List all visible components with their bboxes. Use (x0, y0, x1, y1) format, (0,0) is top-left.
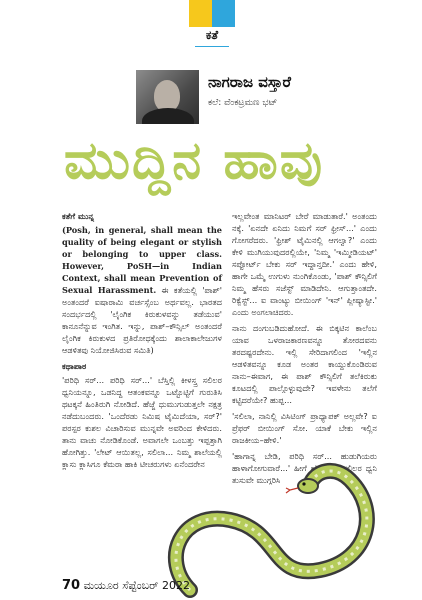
intro-paragraph (62, 224, 222, 356)
tag-underline (195, 46, 229, 47)
story-paragraph-2: ನಾನು ದಂಗುಬಡಿದುಹೋದೆ. ಈ ಬಿಕ್ಕಟಿನ ಕಾಲೆಂಬ ಯಾವ ಒಳರಾಜಕಾರಣವನ್ನೂ ತೋರದವನು ತರದಷ್ಟರದೇನು. ಇಲ್ಲಿ ಸೇರಿದಾಗಲಿಂದ 'ಇಲ್ಲಿನ ಆಡಳಿತವನ್ನೂ ಕೂಡ ಅಂತರ ಕಾಯ್ದುಕೊಂಡಿರುವ ನಾನು–ಈವಾಗ, ಈ ಪಾಶ್ ಕೌನ್ಸಿಲಿಗೆ ತಲೆಕಿರುಕು ಕೂಟದಲ್ಲಿ ಪಾಲ್ಗೊಳ್ಳುವುದೇ? ಇವಳೇನು ತಲೆಗೆ ಕಟ್ಟಿದರೆಯೇ? ಹುಪ್ಪ... (232, 323, 377, 405)
page-number: 70 (62, 578, 81, 593)
tag-yellow-square (189, 0, 212, 27)
author-name: ನಾಗರಾಜ ವಸ್ತಾರೆ (208, 73, 291, 91)
section-label: ಕತೆ (205, 28, 219, 42)
author-photo (136, 70, 199, 124)
story-title: ಮುದ್ದಿನ ಹಾವು (64, 131, 325, 191)
left-column (62, 210, 222, 474)
section-tag (189, 0, 235, 54)
story-paragraph-1: ಇಲ್ಲವೇಂತ ಮಾನಿಟರ್ ಬೇರೆ ಮಾಡುತಾರೆ.' ಅಂತಂದು ನಕ್ಕೆ. 'ಏನದೇ ಏನಿದು ನಿಮಗೆ ಸರ್ ಫ್ರೀಸ್...' ಎಂದು ಗೋಗರೆದರು. 'ಫ್ರೀಶ್ ಟೈಮಿನಲ್ಲಿ ಆಗಲ್ವಾ?' ಎಂದು ಕೇಳಿ ಮುಗಿಯುವುದರಲ್ಲಿಯೇ, 'ನಿಮ್ಮ 'ಇಮ್ಮೀಡಿಯಟ್' ಸಪ್ಪೋರ್ಟ್ ಬೇಕು ಸರ್ ಇದ್ದಾನ್ತದೀ.' ಎಂದು ಹೇಳಿ, ಹಾಗೇ ಒಮ್ಮೆ ಉಗುಳು ನುಂಗಿಕೊಂಡು, 'ಪಾಶ್ ಕೌನ್ಸಿಲಿಗೆ ನಿಮ್ಮ ಹೆಸರು ಸಜೆಸ್ಟ್ ಮಾಡಿದೇನಿ. ಆಗುತ್ತಾಂತದೇ. ರಿಕ್ವೆಸ್ಟ್... ಐ ವಾಂಟ್ಯು ಬೀಯಿಂಗ್ 'ಇನ್' ಪ್ಲೀಷ್ಯಾಸ್ಟೀ.' ಎಂದು ಅಂಗಲಾಚಿದರು. (232, 211, 377, 317)
story-paragraph-3: 'ಸಲಿಲಾ, ನಾನಿಲ್ಲಿ ವಿಸಿಟಿಂಗ್ ಪ್ರಾಧ್ಯಾಪಕ್ ಅಲ್ಲವೇ? ಐ ಪ್ರೆಫರ್ ಬೀಯಿಂಗ್ ಸೋ. ಯಾಕೆ ಬೇಕು ಇಲ್ಲಿನ ರಾಜಕೀಯ–ಹೇಳಿ.' (232, 411, 377, 445)
issue-date: ಸೆಪ್ಟೆಂಬರ್ 2022 (122, 579, 190, 592)
story-paragraph-4: 'ಹಾಗಾನ್ನ ಬೇಡಿ, ಪರಿಧಿ ಸರ್... ಹುಡುಗಿಯರು ಹಾಳಾಗೋಗುವಾರೆ...' ಹೀಗೆ ಹೇಳುವಾಗ ಸಲಿಲರ ಧ್ವನಿ ತುಸುವೇ ಮುಗ್ಗರಿಸಿ (232, 451, 377, 485)
illustrator-credit: ಕಲೆ: ವೆಂಕಟ್ರಮಣ ಭಟ್ (208, 98, 278, 108)
page-folio (62, 578, 190, 593)
tag-blue-square (212, 0, 235, 27)
magazine-name: ಮಯೂರ (83, 579, 119, 592)
intro-english: (Posh, in general, shall mean the quality of being elegant or stylish or belonging to upper class. However, PoSH—in Indian Context, shall mean Prevention of Sexual Harassment. (62, 225, 222, 295)
snake-illustration (150, 440, 400, 600)
story-body-left: 'ಪರಿಧಿ ಸರ್... ಪರಿಧಿ ಸರ್...' ಬೆಸ್ತಿಲ್ಲಿ ಕೀಳಸ್ತ್ರ ಸಲಿಲರ ಧ್ವನಿಯನ್ನೂ, ಒಡನಿದ್ದ ಆತಂಕವನ್ನೂ ಒಟ್ಟೊಟ್ಟಿಗೆ ಗುರುತಿಸಿ ಥಟಕ್ಕನೆ ಹಿಂತಿರುಗಿ ನೋಡಿದೆ. ಹೆಜ್ಜೆ ಧುಮುಗುಡುತ್ತಲೇ ನಕ್ಷತ್ರ ನಡೆದುಬಂದರು. 'ಒಂದೆರಡು ನಿಮಿಷ ಟೈಮಿದೆಯಾ, ಸರ್?' ಪರಸ್ಪರ ಕುಶಲ ವಿಚಾರಿಸುವ ಮುನ್ನವೇ ಅವರಿಂದ ಕೇಳಿದರು. ತಾನು ವಾಚು ನೋಡಿಕೊಂಡೆ. ಅವಾಗಲೇ ಒಂಬತ್ತು ಇಪ್ಪತ್ತಾಗಿ ಹೋಗಿತ್ತು. 'ಲೇಟ್ ಆಯಿತಲ್ಲ, ಸಲಿಲಾ... ನಿಮ್ಮ ಶಾಲೆಯಲ್ಲಿ ಕ್ಲಾಸು ಕ್ಲಾಸಿಗೂ ಕೆಮರಾ ಹಾಕಿ ಟೀಚರುಗಳು ಏನೆಂದರೇನ (62, 375, 222, 469)
section-heading-prelude: ಕತೆಗೆ ಮುನ್ನ (62, 211, 95, 221)
section-heading-story: ಕಥಾಪಾಠ (62, 361, 87, 371)
intro-kannada: ಈ ಕತೆಯಲ್ಲಿ 'ಪಾಶ್' ಅಂತಂದರೆ ಐಷಾರಾಮಿ ವರ್ಚಸ್ಸೆಂಬ ಅರ್ಥವಲ್ಲ. ಭಾರತದ ಸಂದರ್ಭದಲ್ಲಿ 'ಲೈಂಗಿಕ ಕಿರುಕುಳವನ್ನು ತಡೆಯುವ' ಕಾನೂನೆನ್ನುವ ಇಂಗಿತ. ಇನ್ನು, ಪಾಶ್–ಕೌನ್ಸಿಲ್ ಅಂತಂದರೆ ಲೈಂಗಿಕ ಕಿರುಕುಳದ ಪ್ರತಿರೋಧಕ್ಕೆಂದು ಶಾಲಾಕಾಲೇಜುಗಳ ಆಡಳಿತವು ನಿಯೋಜಿಸಿರುವ ಸಮಿತಿ) (62, 285, 222, 355)
